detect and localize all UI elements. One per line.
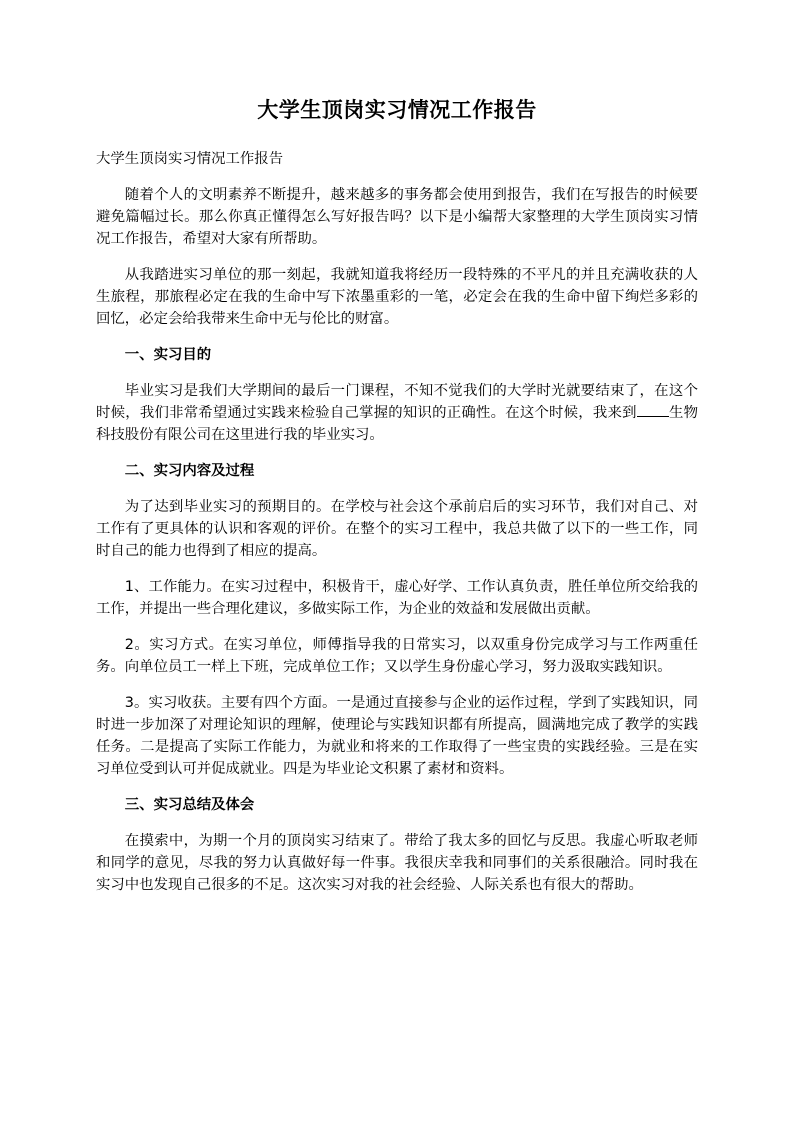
content-paragraph-2: 1、工作能力。在实习过程中，积极肯干，虚心好学、工作认真负责，胜任单位所交给我的工作，并提出一些合理化建议，多做实际工作，为企业的效益和发展做出贡献。 [96,579,698,617]
purpose-text-end: 生物科技股份有限公司在这里进行我的毕业实习。 [96,405,698,443]
intro-paragraph-1: 随着个人的文明素养不断提升，越来越多的事务都会使用到报告，我们在写报告的时候要避免篇幅过长。那么你真正懂得怎么写好报告吗？以下是小编帮大家整理的大学生顶岗实习情况工作报告，希望对大家有所帮助。 [96,187,698,247]
section-purpose-paragraph [96,380,698,446]
fill-in-blank [637,402,669,417]
content-paragraph-3: 2。实习方式。在实习单位，师傅指导我的日常实习，以双重身份完成学习与工作两重任务。向单位员工一样上下班，完成单位工作；又以学生身份虚心学习，努力汲取实践知识。 [96,637,698,675]
document-page [96,92,698,896]
document-subtitle: 大学生顶岗实习情况工作报告 [96,151,284,167]
content-paragraph-4: 3。实习收获。主要有四个方面。一是通过直接参与企业的运作过程，学到了实践知识，同时进一步加深了对理论知识的理解，使理论与实践知识都有所提高，圆满地完成了教学的实践任务。二是提高了实际工作能力，为就业和将来的工作取得了一些宝贵的实践经验。三是在实习单位受到认可并促成就业。四是为毕业论文积累了素材和资料。 [96,695,698,777]
content-paragraph-1: 为了达到毕业实习的预期目的。在学校与社会这个承前启后的实习环节，我们对自己、对工作有了更具体的认识和客观的评价。在整个的实习工程中，我总共做了以下的一些工作，同时自己的能力也得到了相应的提高。 [96,499,698,559]
summary-paragraph-1: 在摸索中，为期一个月的顶岗实习结束了。带给了我太多的回忆与反思。我虚心听取老师和同学的意见，尽我的努力认真做好每一件事。我很庆幸我和同事们的关系很融洽。同时我在实习中也发现自己很多的不足。这次实习对我的社会经验、人际关系也有很大的帮助。 [96,833,698,893]
section-heading-content: 二、实习内容及过程 [124,463,255,479]
section-heading-summary: 三、实习总结及体会 [124,797,255,813]
document-title: 大学生顶岗实习情况工作报告 [257,97,537,122]
purpose-text-start: 毕业实习是我们大学期间的最后一门课程，不知不觉我们的大学时光就要结束了，在这个时候，我们非常希望通过实践来检验自己掌握的知识的正确性。在这个时候，我来到 [96,383,698,421]
intro-paragraph-2: 从我踏进实习单位的那一刻起，我就知道我将经历一段特殊的不平凡的并且充满收获的人生旅程，那旅程必定在我的生命中写下浓墨重彩的一笔，必定会在我的生命中留下绚烂多彩的回忆，必定会给我带来生命中无与伦比的财富。 [96,267,698,327]
section-heading-purpose: 一、实习目的 [124,347,212,363]
